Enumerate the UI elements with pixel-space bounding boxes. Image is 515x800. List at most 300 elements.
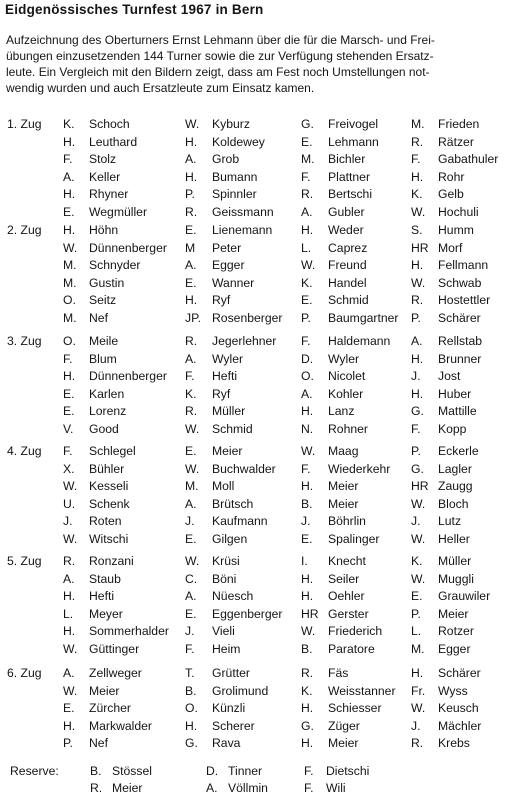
surname: Vieli bbox=[212, 624, 235, 639]
first-initial: K. bbox=[185, 386, 197, 401]
first-initial: H. bbox=[63, 187, 76, 202]
first-initial: J. bbox=[185, 624, 195, 639]
surname: Tinner bbox=[228, 764, 263, 778]
surname: Muggli bbox=[438, 571, 474, 586]
zug-row bbox=[7, 116, 512, 134]
zug-row bbox=[7, 421, 512, 439]
first-initial: R. bbox=[301, 666, 314, 680]
surname: Schlegel bbox=[89, 444, 136, 458]
reserve-row bbox=[10, 763, 510, 780]
surname: Nicolet bbox=[328, 369, 366, 384]
zug-group bbox=[7, 665, 512, 753]
surname: Brunner bbox=[438, 351, 482, 366]
surname: Sommerhalder bbox=[89, 624, 169, 639]
first-initial: H. bbox=[301, 571, 314, 586]
intro-line: Aufzeichnung des Oberturners Ernst Lehmann über die für die Marsch- und Frei- bbox=[6, 33, 435, 47]
first-initial: E. bbox=[301, 293, 313, 308]
zug-row bbox=[7, 665, 512, 683]
first-initial: W. bbox=[411, 571, 426, 586]
first-initial: X. bbox=[63, 461, 75, 476]
zug-row bbox=[7, 478, 512, 496]
first-initial: F. bbox=[301, 169, 311, 184]
surname: Hostettler bbox=[438, 293, 491, 308]
surname: Keller bbox=[89, 169, 121, 184]
zug-row bbox=[7, 151, 512, 169]
first-initial: W. bbox=[411, 496, 426, 511]
first-initial: J. bbox=[411, 514, 421, 529]
surname: Oehler bbox=[328, 589, 365, 604]
first-initial: E. bbox=[63, 204, 75, 219]
surname: Fäs bbox=[328, 666, 349, 680]
first-initial: H. bbox=[185, 134, 198, 149]
surname: Blum bbox=[89, 351, 117, 366]
zug-group bbox=[7, 222, 512, 328]
surname: Schiesser bbox=[328, 701, 382, 716]
first-initial: JP. bbox=[185, 310, 202, 325]
first-initial: G. bbox=[185, 736, 198, 751]
zug-label: 1. Zug bbox=[7, 117, 42, 131]
zug-group bbox=[7, 333, 512, 439]
first-initial: R. bbox=[411, 134, 424, 149]
surname: Lanz bbox=[328, 404, 355, 419]
zug-row bbox=[7, 461, 512, 479]
surname: Gustin bbox=[89, 275, 125, 290]
intro-line: übungen einzusetzenden 144 Turner sowie die zur Verfügung stehenden Ersatz- bbox=[6, 49, 434, 63]
surname: Gilgen bbox=[212, 531, 248, 546]
surname: Dünnenberger bbox=[89, 369, 167, 384]
surname: Rava bbox=[212, 736, 241, 751]
first-initial: W. bbox=[301, 624, 316, 639]
first-initial: L. bbox=[411, 624, 422, 639]
surname: Egger bbox=[438, 641, 471, 656]
first-initial: E. bbox=[63, 404, 75, 419]
surname: Friederich bbox=[328, 624, 383, 639]
first-initial: D. bbox=[301, 351, 314, 366]
surname: Humm bbox=[438, 223, 474, 237]
first-initial: F. bbox=[304, 764, 314, 778]
reserve-section bbox=[10, 763, 510, 797]
surname: Bichler bbox=[328, 152, 366, 167]
surname: Güttinger bbox=[89, 641, 140, 656]
first-initial: W. bbox=[301, 258, 316, 273]
first-initial: A. bbox=[185, 589, 197, 604]
first-initial: N. bbox=[301, 421, 314, 436]
surname: Höhn bbox=[89, 223, 119, 237]
surname: Schenk bbox=[89, 496, 130, 511]
surname: Rätzer bbox=[438, 134, 474, 149]
first-initial: K. bbox=[411, 187, 423, 202]
first-initial: V. bbox=[63, 421, 74, 436]
surname: Gerster bbox=[328, 606, 369, 621]
first-initial: A. bbox=[185, 496, 197, 511]
surname: Meier bbox=[438, 606, 469, 621]
zug-row bbox=[7, 606, 512, 624]
surname: Schnyder bbox=[89, 258, 141, 273]
first-initial: J. bbox=[411, 369, 421, 384]
surname: Meier bbox=[328, 736, 359, 751]
first-initial: H. bbox=[411, 386, 424, 401]
surname: Roten bbox=[89, 514, 122, 529]
first-initial: W. bbox=[411, 275, 426, 290]
surname: Spinnler bbox=[212, 187, 257, 202]
first-initial: K. bbox=[301, 683, 313, 698]
surname: Kesseli bbox=[89, 479, 129, 494]
first-initial: A. bbox=[63, 169, 75, 184]
surname: Schoch bbox=[89, 117, 130, 131]
surname: Dünnenberger bbox=[89, 240, 167, 255]
surname: Egger bbox=[212, 258, 245, 273]
surname: Fellmann bbox=[438, 258, 489, 273]
first-initial: B. bbox=[301, 641, 313, 656]
first-initial: H. bbox=[63, 624, 76, 639]
surname: Gubler bbox=[328, 204, 365, 219]
first-initial: M. bbox=[411, 641, 425, 656]
first-initial: H. bbox=[301, 701, 314, 716]
surname: Bühler bbox=[89, 461, 125, 476]
first-initial: H. bbox=[301, 404, 314, 419]
first-initial: A. bbox=[185, 258, 197, 273]
surname: Krüsi bbox=[212, 554, 240, 568]
surname: Lehmann bbox=[328, 134, 379, 149]
surname: Jegerlehner bbox=[212, 334, 277, 348]
surname: Wyler bbox=[212, 351, 244, 366]
zug-row bbox=[7, 310, 512, 328]
surname: Lutz bbox=[438, 514, 462, 529]
surname: Gelb bbox=[438, 187, 464, 202]
surname: Künzli bbox=[212, 701, 246, 716]
surname: Knecht bbox=[328, 554, 366, 568]
first-initial: E. bbox=[411, 589, 423, 604]
zug-row bbox=[7, 403, 512, 421]
first-initial: U. bbox=[63, 496, 76, 511]
first-initial: O. bbox=[301, 369, 314, 384]
first-initial: S. bbox=[411, 223, 423, 237]
zug-row bbox=[7, 700, 512, 718]
surname: Peter bbox=[212, 240, 242, 255]
zug-row bbox=[7, 351, 512, 369]
surname: Schärer bbox=[438, 310, 481, 325]
surname: Bloch bbox=[438, 496, 469, 511]
zug-row bbox=[7, 240, 512, 258]
surname: Koldewey bbox=[212, 134, 265, 149]
first-initial: W. bbox=[301, 444, 316, 458]
surname: Böni bbox=[212, 571, 237, 586]
surname: Eckerle bbox=[438, 444, 479, 458]
first-initial: G. bbox=[411, 461, 424, 476]
surname: Krebs bbox=[438, 736, 470, 751]
surname: Nef bbox=[89, 736, 108, 751]
first-initial: A. bbox=[63, 571, 75, 586]
surname: Seiler bbox=[328, 571, 360, 586]
surname: Grolimund bbox=[212, 683, 269, 698]
surname: Freivogel bbox=[328, 117, 379, 131]
first-initial: F. bbox=[185, 369, 195, 384]
first-initial: L. bbox=[63, 606, 74, 621]
first-initial: R. bbox=[63, 554, 76, 568]
zug-row bbox=[7, 735, 512, 753]
first-initial: H. bbox=[301, 736, 314, 751]
zug-group bbox=[7, 553, 512, 659]
first-initial: P. bbox=[411, 444, 421, 458]
zug-row bbox=[7, 292, 512, 310]
surname: Lienemann bbox=[212, 223, 273, 237]
first-initial: F. bbox=[63, 444, 73, 458]
surname: Caprez bbox=[328, 240, 368, 255]
surname: Jost bbox=[438, 369, 461, 384]
surname: Heim bbox=[212, 641, 241, 656]
first-initial: B. bbox=[301, 496, 313, 511]
surname: Zaugg bbox=[438, 479, 473, 494]
first-initial: M. bbox=[63, 310, 77, 325]
surname: Karlen bbox=[89, 386, 125, 401]
first-initial: G. bbox=[301, 117, 314, 131]
first-initial: M. bbox=[301, 152, 315, 167]
surname: Kopp bbox=[438, 421, 467, 436]
first-initial: M. bbox=[411, 117, 425, 131]
surname: Good bbox=[89, 421, 119, 436]
surname: Lorenz bbox=[89, 404, 127, 419]
first-initial: F. bbox=[63, 351, 73, 366]
first-initial: F. bbox=[411, 152, 421, 167]
first-initial: R. bbox=[185, 204, 198, 219]
zug-row bbox=[7, 204, 512, 222]
zug-row bbox=[7, 222, 512, 240]
first-initial: A. bbox=[206, 781, 218, 795]
surname: Meyer bbox=[89, 606, 123, 621]
surname: Müller bbox=[212, 404, 246, 419]
first-initial: R. bbox=[301, 187, 314, 202]
first-initial: J. bbox=[411, 718, 421, 733]
surname: Haldemann bbox=[328, 334, 391, 348]
first-initial: H. bbox=[63, 369, 76, 384]
surname: Schmid bbox=[212, 421, 253, 436]
zug-row bbox=[7, 257, 512, 275]
surname: Wiederkehr bbox=[328, 461, 391, 476]
zug-row bbox=[7, 134, 512, 152]
first-initial: G. bbox=[411, 404, 424, 419]
surname: Huber bbox=[438, 386, 472, 401]
first-initial: J. bbox=[185, 514, 195, 529]
first-initial: M. bbox=[63, 275, 77, 290]
first-initial: O. bbox=[185, 701, 198, 716]
surname: Markwalder bbox=[89, 718, 152, 733]
zug-row bbox=[7, 496, 512, 514]
surname: Meile bbox=[89, 334, 119, 348]
first-initial: R. bbox=[90, 781, 103, 795]
first-initial: E. bbox=[301, 134, 313, 149]
first-initial: P. bbox=[63, 736, 73, 751]
zug-row bbox=[7, 683, 512, 701]
first-initial: W. bbox=[185, 117, 200, 131]
zug-row bbox=[7, 531, 512, 549]
surname: Hefti bbox=[89, 589, 115, 604]
surname: Keusch bbox=[438, 701, 479, 716]
first-initial: H. bbox=[411, 169, 424, 184]
surname: Wanner bbox=[212, 275, 255, 290]
surname: Ryf bbox=[212, 293, 231, 308]
first-initial: W. bbox=[411, 204, 426, 219]
surname: Leuthard bbox=[89, 134, 138, 149]
surname: Rellstab bbox=[438, 334, 483, 348]
surname: Maag bbox=[328, 444, 359, 458]
first-initial: E. bbox=[301, 531, 313, 546]
first-initial: H. bbox=[411, 258, 424, 273]
first-initial: W. bbox=[411, 701, 426, 716]
surname: Bumann bbox=[212, 169, 258, 184]
surname: Morf bbox=[438, 240, 463, 255]
surname: Meier bbox=[328, 496, 359, 511]
surname: Grauwiler bbox=[438, 589, 491, 604]
first-initial: O. bbox=[63, 334, 76, 348]
surname: Weisstanner bbox=[328, 683, 396, 698]
first-initial: H. bbox=[301, 479, 314, 494]
zug-label: 4. Zug bbox=[7, 444, 42, 458]
surname: Meier bbox=[328, 479, 359, 494]
surname: Weder bbox=[328, 223, 364, 237]
first-initial: M. bbox=[63, 258, 77, 273]
first-initial: F. bbox=[304, 781, 314, 795]
first-initial: D. bbox=[206, 764, 219, 778]
surname: Schmid bbox=[328, 293, 369, 308]
first-initial: K. bbox=[301, 275, 313, 290]
page-title: Eidgenössisches Turnfest 1967 in Bern bbox=[5, 2, 264, 17]
first-initial: B. bbox=[90, 764, 102, 778]
first-initial: W. bbox=[411, 531, 426, 546]
first-initial: E. bbox=[185, 606, 197, 621]
first-initial: J. bbox=[63, 514, 73, 529]
surname: Freund bbox=[328, 258, 367, 273]
surname: Böhrlin bbox=[328, 514, 366, 529]
first-initial: W. bbox=[63, 479, 78, 494]
first-initial: E. bbox=[185, 444, 197, 458]
zug-row bbox=[7, 186, 512, 204]
first-initial: F. bbox=[301, 334, 311, 348]
zug-row bbox=[7, 443, 512, 461]
first-initial: E. bbox=[63, 701, 75, 716]
first-initial: I. bbox=[301, 554, 308, 568]
first-initial: C. bbox=[185, 571, 198, 586]
first-initial: H. bbox=[63, 223, 76, 237]
surname: Geissmann bbox=[212, 204, 274, 219]
zug-group bbox=[7, 443, 512, 549]
first-initial: F. bbox=[411, 421, 421, 436]
zug-row bbox=[7, 571, 512, 589]
first-initial: P. bbox=[185, 187, 195, 202]
first-initial: J. bbox=[301, 514, 311, 529]
surname: Grob bbox=[212, 152, 240, 167]
surname: Moll bbox=[212, 479, 235, 494]
first-initial: R. bbox=[185, 334, 198, 348]
zug-row bbox=[7, 275, 512, 293]
surname: Schärer bbox=[438, 666, 481, 680]
surname: Müller bbox=[438, 554, 472, 568]
zug-label: 3. Zug bbox=[7, 334, 42, 348]
first-initial: K. bbox=[411, 554, 423, 568]
zug-row bbox=[7, 641, 512, 659]
surname: Stolz bbox=[89, 152, 117, 167]
surname: Brütsch bbox=[212, 496, 254, 511]
first-initial: P. bbox=[411, 606, 421, 621]
first-initial: E. bbox=[185, 223, 197, 237]
zug-group bbox=[7, 116, 512, 222]
surname: Grütter bbox=[212, 666, 250, 680]
zug-row bbox=[7, 553, 512, 571]
surname: Baumgartner bbox=[328, 310, 399, 325]
surname: Rosenberger bbox=[212, 310, 283, 325]
first-initial: R. bbox=[185, 404, 198, 419]
surname: Nüesch bbox=[212, 589, 254, 604]
surname: Meier bbox=[212, 444, 243, 458]
first-initial: H. bbox=[301, 589, 314, 604]
first-initial: R. bbox=[411, 736, 424, 751]
surname: Kaufmann bbox=[212, 514, 268, 529]
surname: Zürcher bbox=[89, 701, 131, 716]
first-initial: A. bbox=[411, 334, 423, 348]
first-initial: M. bbox=[185, 479, 199, 494]
surname: Seitz bbox=[89, 293, 117, 308]
surname: Rohner bbox=[328, 421, 368, 436]
first-initial: B. bbox=[185, 683, 197, 698]
surname: Lagler bbox=[438, 461, 472, 476]
first-initial: A. bbox=[301, 204, 313, 219]
first-initial: A. bbox=[301, 386, 313, 401]
surname: Bertschi bbox=[328, 187, 373, 202]
zug-label: 2. Zug bbox=[7, 223, 42, 237]
surname: Völlmin bbox=[228, 781, 268, 795]
surname: Handel bbox=[328, 275, 367, 290]
surname: Zellweger bbox=[89, 666, 142, 680]
surname: Wegmüller bbox=[89, 204, 148, 219]
intro-paragraph bbox=[6, 32, 511, 96]
zug-row bbox=[7, 623, 512, 641]
first-initial: E. bbox=[63, 386, 75, 401]
first-initial: H. bbox=[185, 169, 198, 184]
reserve-label: Reserve: bbox=[10, 764, 59, 778]
first-initial: W. bbox=[63, 683, 78, 698]
surname: Paratore bbox=[328, 641, 375, 656]
first-initial: O. bbox=[63, 293, 76, 308]
surname: Buchwalder bbox=[212, 461, 276, 476]
first-initial: H. bbox=[63, 589, 76, 604]
surname: Plattner bbox=[328, 169, 371, 184]
surname: Wili bbox=[326, 781, 346, 795]
zug-row bbox=[7, 169, 512, 187]
first-initial: H. bbox=[411, 351, 424, 366]
first-initial: A. bbox=[63, 666, 75, 680]
first-initial: W. bbox=[185, 421, 200, 436]
first-initial: F. bbox=[185, 641, 195, 656]
surname: Kyburz bbox=[212, 117, 250, 131]
surname: Kohler bbox=[328, 386, 364, 401]
first-initial: W. bbox=[63, 641, 78, 656]
surname: Gabathuler bbox=[438, 152, 499, 167]
first-initial: W. bbox=[185, 554, 200, 568]
surname: Ronzani bbox=[89, 554, 134, 568]
first-initial: W. bbox=[63, 240, 78, 255]
surname: Rotzer bbox=[438, 624, 474, 639]
first-initial: H. bbox=[63, 718, 76, 733]
surname: Hochuli bbox=[438, 204, 479, 219]
surname: Frieden bbox=[438, 117, 480, 131]
zug-label: 5. Zug bbox=[7, 554, 42, 568]
first-initial: H. bbox=[185, 718, 198, 733]
surname: Wyss bbox=[438, 683, 468, 698]
first-initial: HR bbox=[411, 479, 429, 494]
surname: Mächler bbox=[438, 718, 482, 733]
zug-row bbox=[7, 513, 512, 531]
surname: Meier bbox=[89, 683, 120, 698]
surname: Mattille bbox=[438, 404, 477, 419]
